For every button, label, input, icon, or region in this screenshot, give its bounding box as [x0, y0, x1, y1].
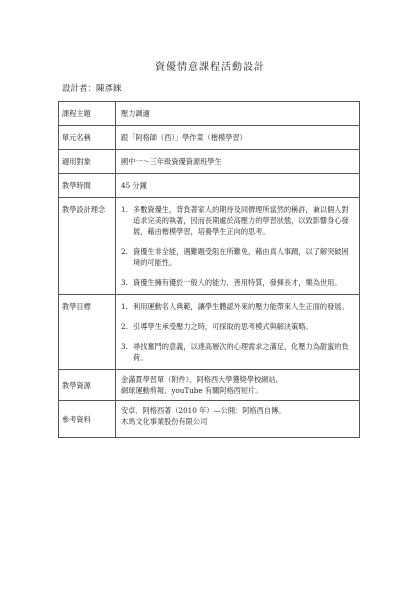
item-number: 3.: [121, 278, 128, 287]
reference-line: 安卓．阿格西著（2010 年）—公開：阿格西自傳。: [121, 406, 286, 415]
table-row: [59, 174, 360, 198]
resource-line: 網球運動剪報、youTube 有關阿格西短片。: [121, 386, 263, 395]
row-label: 單元名稱: [59, 126, 116, 150]
list-item: [121, 277, 354, 288]
row-label: 適用對象: [59, 150, 116, 174]
objectives-cell: [116, 295, 360, 370]
item-text: 資優生非全能，遇難題受阻在所難免，藉由真人事蹟，以了解突破困境的可能性。: [133, 247, 349, 267]
item-text: 利用運動名人典範，讓學生體認外來的壓力能帶來人生正面的發展。: [133, 302, 349, 311]
table-row-references: [59, 401, 360, 438]
row-label: 教學資源: [59, 370, 116, 401]
table-row: [59, 150, 360, 174]
item-text: 多數資優生，背負著家人的期待及同儕理所當然的稱許，兼以個人對追求完美的執著，因而長期處於高壓力的學習狀態，以致影響身心發展，藉由楷模學習，培養學生正向的思考。: [133, 205, 349, 236]
item-number: 1.: [121, 205, 128, 214]
reference-line: 木馬文化事業股份有限公司: [121, 417, 208, 426]
designer-line: 設計者：陳彥錸: [62, 84, 122, 94]
row-value: 國中一～三年級資優資源班學生: [116, 150, 360, 174]
row-label: 參考資料: [59, 401, 116, 438]
list-item: [121, 301, 354, 312]
list-item: [121, 246, 354, 268]
item-text: 引導學生承受壓力之時，可採取的思考模式與解決策略。: [133, 322, 313, 331]
resource-line: 金滿貫學習單（附件）、阿格西大學獲獎學校網站、: [121, 375, 283, 384]
item-text: 資優生擁有優於一般人的能力，善用特質，發揮長才，樂為世用。: [133, 278, 342, 287]
table-row: [59, 126, 360, 150]
design-concept-cell: [116, 198, 360, 295]
row-value: 45 分鐘: [116, 174, 360, 198]
item-text: 尋找奮鬥的意義，以達高層次的心理需求之滿足，化壓力為甜蜜的負荷。: [133, 342, 349, 362]
row-value: 壓力調適: [116, 102, 360, 126]
list-item: [121, 204, 354, 237]
item-number: 2.: [121, 322, 128, 331]
item-number: 2.: [121, 247, 128, 256]
table-row-objectives: [59, 295, 360, 370]
table-row-resources: [59, 370, 360, 401]
references-cell: [116, 401, 360, 438]
lesson-plan-table: [58, 101, 360, 438]
row-value: 跟「阿格師（西）」學作菜（楷模學習）: [116, 126, 360, 150]
list-item: [121, 341, 354, 363]
document-title: 資優情意課程活動設計: [155, 62, 265, 73]
row-label: 教學時間: [59, 174, 116, 198]
item-number: 3.: [121, 342, 128, 351]
list-item: [121, 321, 354, 332]
row-label: 教學目標: [59, 295, 116, 370]
resources-cell: [116, 370, 360, 401]
table-row-design-concept: [59, 198, 360, 295]
item-number: 1.: [121, 302, 128, 311]
row-label: 課程主題: [59, 102, 116, 126]
row-label: 教學設計理念: [59, 198, 116, 295]
table-row: [59, 102, 360, 126]
